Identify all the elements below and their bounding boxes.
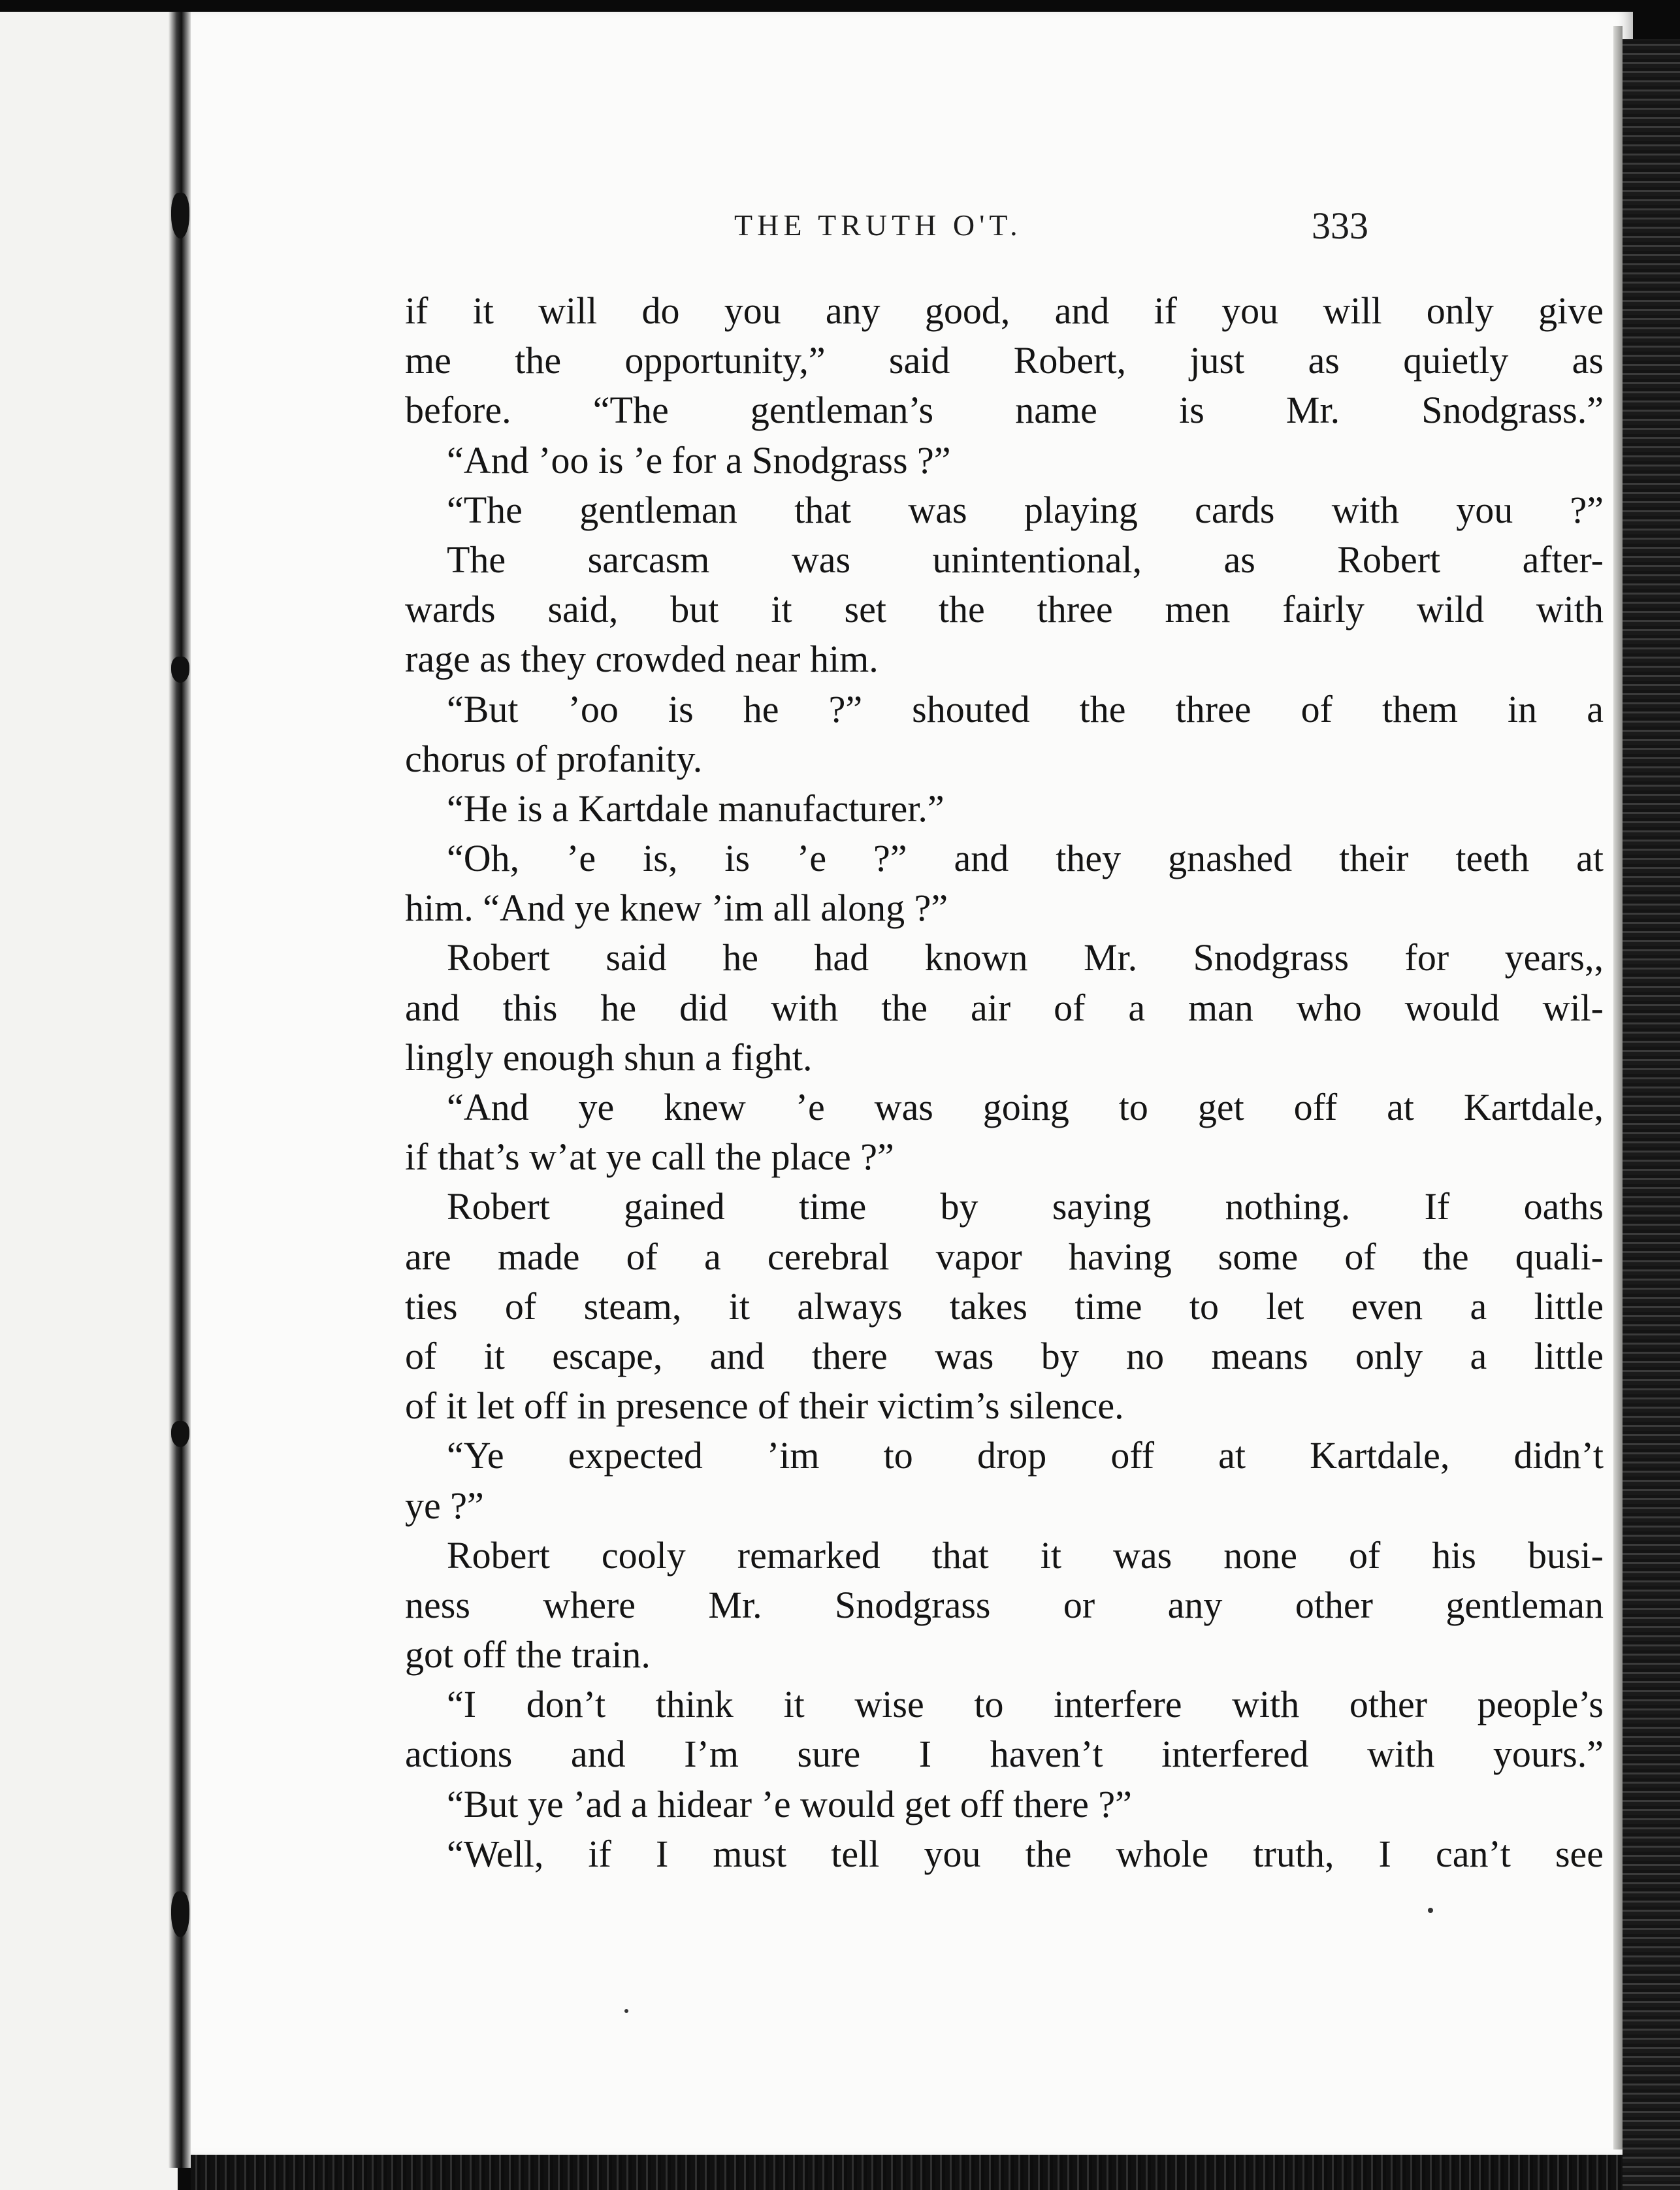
text-line: “But ’oo is he ?” shouted the three of them in a [447,687,1604,730]
speck [624,2009,628,2013]
text-line: wards said, but it set the three men fairly wild with [405,588,1604,631]
text-line: if it will do you any good, and if you will only give [405,289,1604,332]
text-line: “Ye expected ’im to drop off at Kartdale, didn’t [447,1434,1604,1477]
running-title: THE TRUTH O'T. [734,208,1022,242]
cover-edge [1623,39,1680,2190]
text-line: rage as they crowded near him. [405,638,879,681]
text-line: lingly enough shun a fight. [405,1036,813,1079]
binding-thread-mark [171,1421,189,1447]
facing-blank-page [0,12,178,2190]
binding-thread-mark [171,1891,189,1937]
text-line: ness where Mr. Snodgrass or any other gentleman [405,1583,1604,1626]
text-line: “But ye ’ad a hidear ’e would get off there ?” [447,1782,1132,1825]
text-line: Robert cooly remarked that it was none of his busi- [447,1533,1604,1577]
text-line: are made of a cerebral vapor having some of the quali- [405,1235,1604,1278]
text-line: chorus of profanity. [405,737,703,780]
text-line: “Oh, ’e is, is ’e ?” and they gnashed their teeth at [447,837,1604,880]
text-line: him. “And ye knew ’im all along ?” [405,887,948,930]
text-line: if that’s w’at ye call the place ?” [405,1136,894,1179]
text-line: “I don’t think it wise to interfere with other people’s [447,1683,1604,1726]
text-line: and this he did with the air of a man who would wil- [405,986,1604,1029]
text-line: of it let off in presence of their victim’s silence. [405,1384,1124,1428]
text-line: “He is a Kartdale manufacturer.” [447,787,945,830]
text-line: “And ’oo is ’e for a Snodgrass ?” [447,438,951,482]
text-line: before. “The gentleman’s name is Mr. Snodgrass.” [405,389,1604,432]
binding-thread-mark [171,193,189,238]
book-page [191,12,1633,2155]
binding-thread-mark [171,657,189,683]
text-line: The sarcasm was unintentional, as Robert after- [447,538,1604,581]
speck [1428,1908,1433,1913]
text-line: got off the train. [405,1633,651,1676]
text-line: “Well, if I must tell you the whole truth, I can’t see [447,1832,1604,1875]
text-line: actions and I’m sure I haven’t interfered with yours.” [405,1733,1604,1776]
text-line: “The gentleman that was playing cards with you ?” [447,488,1604,531]
bottom-cover-edge [191,2155,1623,2190]
text-line: “And ye knew ’e was going to get off at Kartdale, [447,1086,1604,1128]
text-line: ties of steam, it always takes time to let even a little [405,1284,1604,1328]
text-line: me the opportunity,” said Robert, just as quietly as [405,339,1604,382]
page-edge [1613,26,1623,2149]
text-line: of it escape, and there was by no means only a little [405,1334,1604,1377]
text-line: Robert said he had known Mr. Snodgrass for years,, [447,936,1604,979]
page-number: 333 [1312,204,1368,247]
text-line: ye ?” [405,1484,484,1527]
book-gutter [169,12,192,2168]
body-text [405,286,1604,1879]
running-head [191,204,1633,260]
text-line: Robert gained time by saying nothing. If oaths [447,1185,1604,1228]
